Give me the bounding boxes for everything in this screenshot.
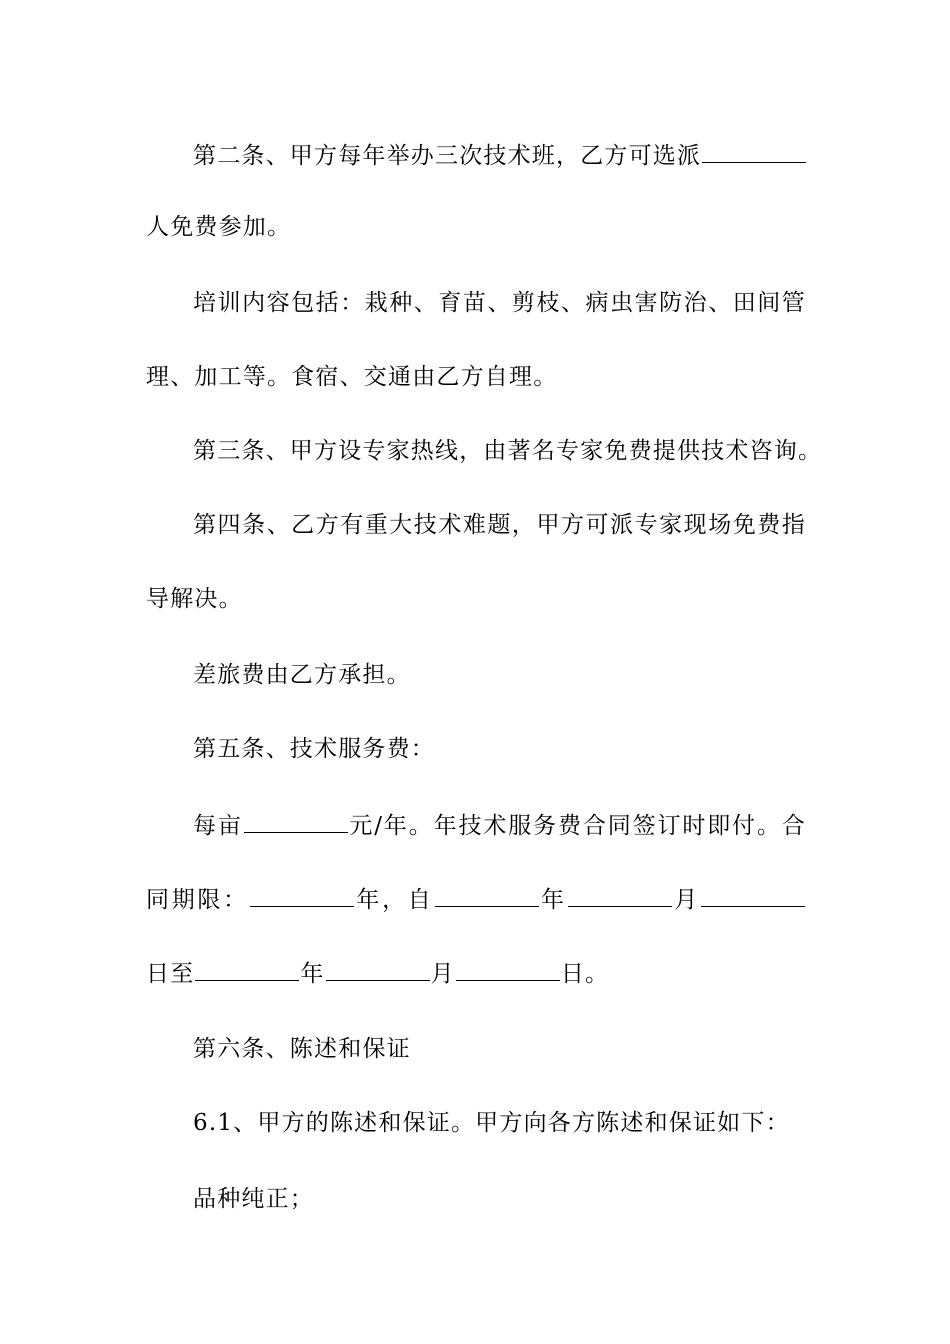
- paragraph-service-fee: [146, 810, 806, 841]
- contract-end-day: 日。: [560, 961, 610, 987]
- contract-term-year: 年: [539, 887, 567, 913]
- training-content-cont-text: 理、加工等。食宿、交通由乙方自理。: [146, 364, 558, 390]
- article-2-cont-text: 人免费参加。: [146, 214, 292, 240]
- blank-field-end-year: [195, 958, 299, 981]
- contract-term-label: 同期限：: [146, 887, 249, 913]
- variety-pure-text: 品种纯正；: [193, 1186, 314, 1212]
- paragraph-contract-term: [146, 884, 806, 915]
- contract-end-label: 日至: [146, 961, 195, 987]
- article-4-text: 第四条、乙方有重大技术难题，甲方可派专家现场免费指: [193, 512, 806, 538]
- paragraph-contract-term-end: [146, 958, 806, 989]
- article-3-text: 第三条、甲方设专家热线，由著名专家免费提供技术咨询。: [193, 438, 823, 464]
- paragraph-article-2-cont: [146, 212, 806, 242]
- article-6-text: 第六条、陈述和保证: [193, 1036, 411, 1062]
- blank-field-term-years: [250, 884, 354, 907]
- blank-field-participants: [702, 140, 806, 163]
- article-4-cont-text: 导解决。: [146, 586, 243, 612]
- training-content-text: 培训内容包括：栽种、育苗、剪枝、病虫害防治、田间管: [193, 290, 806, 316]
- paragraph-article-5: [146, 734, 806, 764]
- service-fee-text: 元/年。年技术服务费合同签订时即付。合: [348, 813, 806, 839]
- paragraph-article-3: [146, 436, 823, 466]
- blank-field-start-day: [701, 884, 805, 907]
- section-6-1-text: 6.1、甲方的陈述和保证。甲方向各方陈述和保证如下：: [193, 1110, 790, 1136]
- service-fee-label: 每亩: [193, 813, 243, 839]
- blank-field-start-month: [568, 884, 672, 907]
- paragraph-article-4: [146, 510, 806, 540]
- blank-field-end-day: [456, 958, 560, 981]
- contract-term-from: 年，自: [354, 887, 434, 913]
- paragraph-article-2: [146, 140, 806, 171]
- contract-term-month: 月: [672, 887, 700, 913]
- paragraph-variety-pure: [146, 1184, 806, 1214]
- paragraph-training-content-cont: [146, 362, 806, 392]
- article-5-text: 第五条、技术服务费：: [193, 736, 435, 762]
- paragraph-travel-expenses: [146, 660, 806, 690]
- travel-expenses-text: 差旅费由乙方承担。: [193, 662, 411, 688]
- blank-field-start-year: [435, 884, 539, 907]
- paragraph-article-6: [146, 1034, 806, 1064]
- article-2-text: 第二条、甲方每年举办三次技术班，乙方可选派: [193, 143, 702, 169]
- paragraph-article-4-cont: [146, 584, 806, 614]
- blank-field-end-month: [326, 958, 430, 981]
- blank-field-fee-per-mu: [244, 810, 348, 833]
- paragraph-training-content: [146, 288, 806, 318]
- contract-end-year: 年: [300, 961, 325, 987]
- paragraph-6-1: [146, 1108, 806, 1138]
- contract-end-month: 月: [430, 961, 455, 987]
